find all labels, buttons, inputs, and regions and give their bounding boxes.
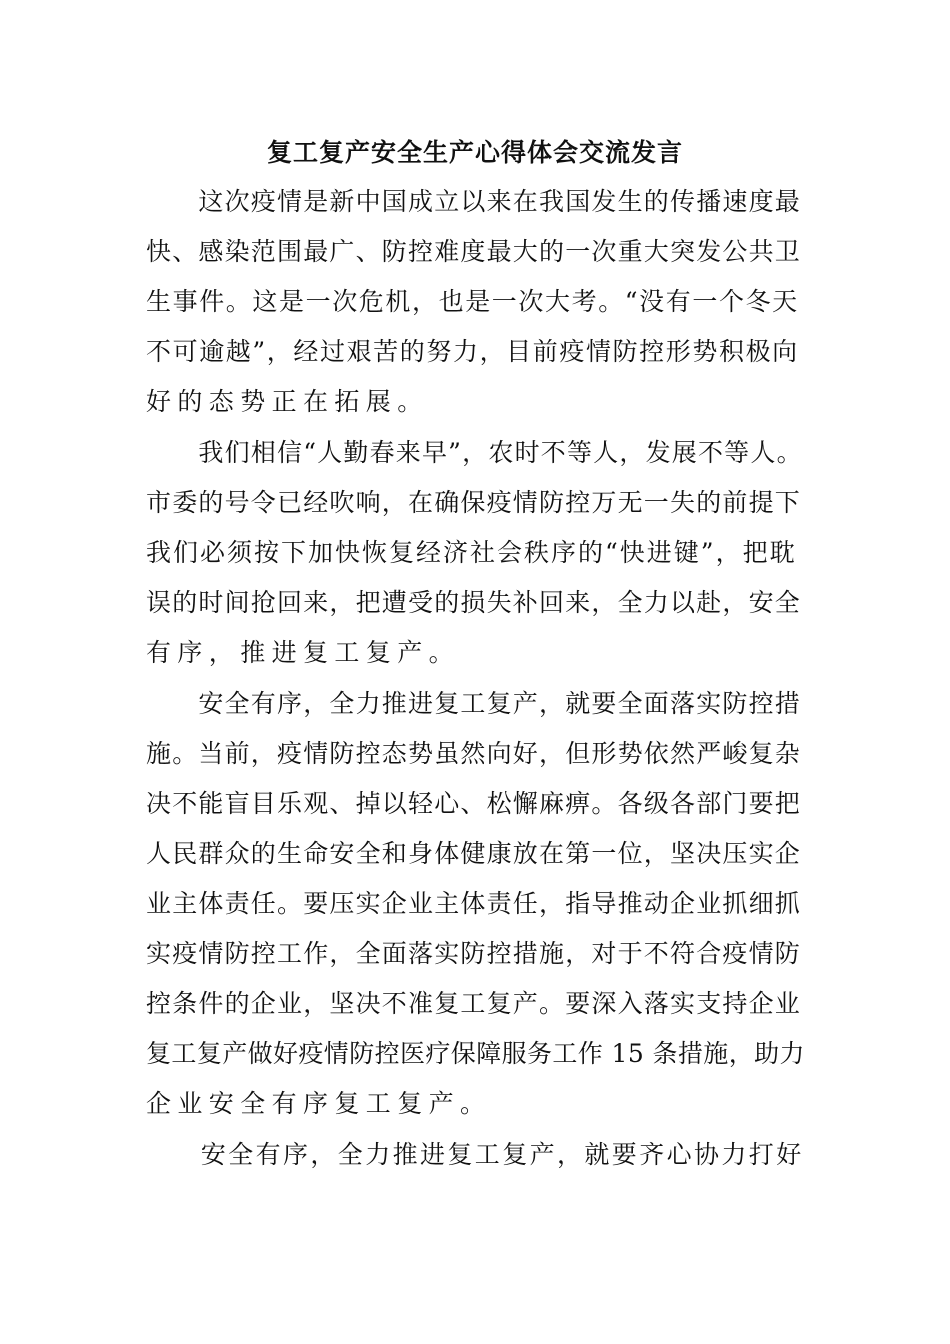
- body-line-5: 好的态势正在拓展。: [146, 387, 429, 416]
- body-line-1: 这次疫情是新中国成立以来在我国发生的传播速度最: [146, 187, 802, 216]
- body-line-13: 决不能盲目乐观、掉以轻心、松懈麻痹。各级各部门要把: [146, 789, 802, 818]
- body-line-11: 安全有序，全力推进复工复产，就要全面落实防控措: [146, 689, 802, 718]
- body-line-8: 我们必须按下加快恢复经济社会秩序的“快进键”，把耽: [146, 538, 797, 567]
- body-line-7: 市委的号令已经吹响，在确保疫情防控万无一失的前提下: [146, 488, 802, 517]
- body-line-17: 控条件的企业，坚决不准复工复产。要深入落实支持企业: [146, 989, 802, 1018]
- body-line-4: 不可逾越”，经过艰苦的努力，目前疫情防控形势积极向: [146, 337, 799, 366]
- body-line-9: 误的时间抢回来，把遭受的损失补回来，全力以赴，安全: [146, 588, 802, 617]
- body-line-20: 安全有序，全力推进复工复产，就要齐心协力打好: [146, 1140, 804, 1169]
- body-line-18: 复工复产做好疫情防控医疗保障服务工作 15 条措施，助力: [146, 1039, 805, 1068]
- document-title: 复工复产安全生产心得体会交流发言: [266, 138, 683, 167]
- body-line-12: 施。当前，疫情防控态势虽然向好，但形势依然严峻复杂: [146, 739, 802, 768]
- body-line-6: 我们相信“人勤春来早”，农时不等人，发展不等人。: [146, 438, 803, 467]
- body-line-15: 业主体责任。要压实企业主体责任，指导推动企业抓细抓: [146, 889, 802, 918]
- body-line-19: 企业安全有序复工复产。: [146, 1089, 492, 1118]
- body-line-14: 人民群众的生命安全和身体健康放在第一位，坚决压实企: [146, 839, 802, 868]
- body-line-3: 生事件。这是一次危机，也是一次大考。“没有一个冬天: [146, 287, 799, 316]
- body-line-10: 有序，推进复工复产。: [146, 638, 461, 667]
- body-line-2: 快、感染范围最广、防控难度最大的一次重大突发公共卫: [146, 237, 802, 266]
- body-line-16: 实疫情防控工作，全面落实防控措施，对于不符合疫情防: [146, 939, 802, 968]
